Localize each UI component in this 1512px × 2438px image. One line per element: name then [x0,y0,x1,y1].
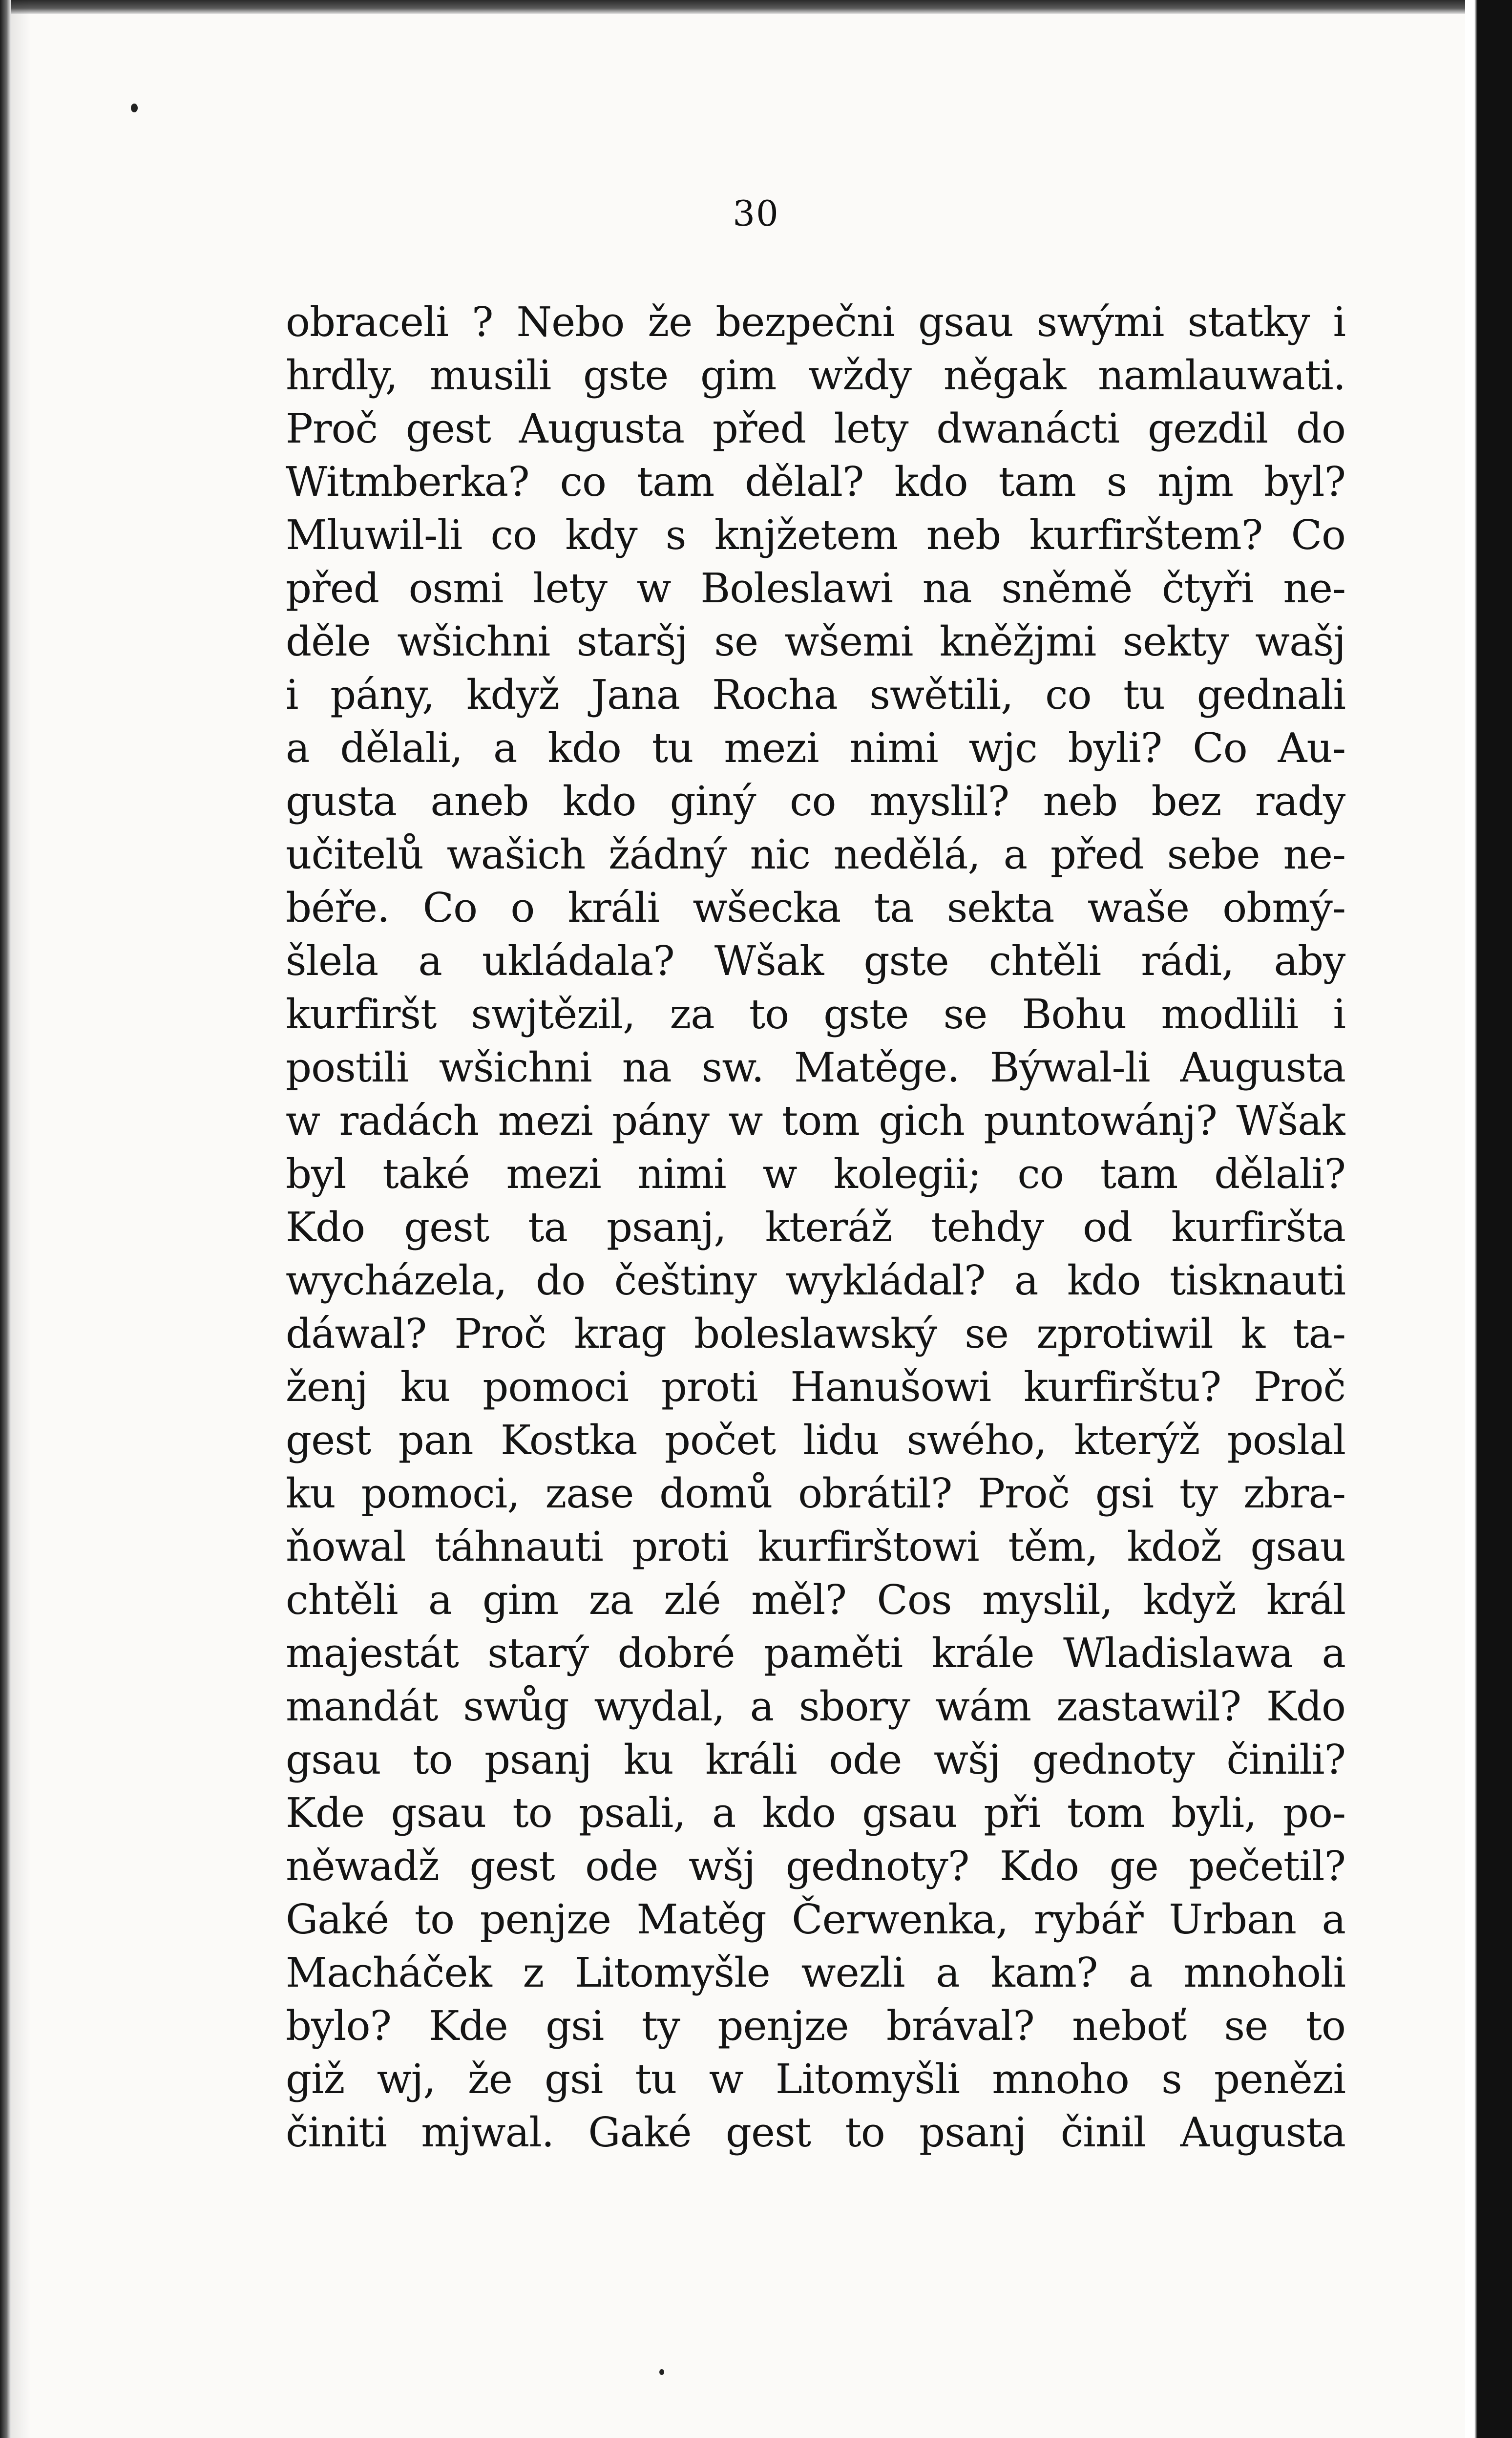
text-line: ku pomoci, zase domů obrátil? Proč gsi ty zbra- [286,1470,1345,1517]
scan-left-edge [0,0,11,2438]
text-line: Kde gsau to psali, a kdo gsau při tom byli, po- [286,1789,1345,1837]
text-line: mandát swůg wydal, a sbory wám zastawil? Kdo [286,1683,1345,1730]
text-line: děle wšichni staršj se wšemi kněžjmi sekty wašj [286,618,1345,665]
text-line: gsau to psanj ku králi ode wšj gednoty činili? [286,1736,1345,1783]
text-line: gest pan Kostka počet lidu swého, kterýž poslal [286,1417,1345,1464]
text-line: Kdo gest ta psanj, kteráž tehdy od kurfiršta [286,1204,1345,1251]
text-line: před osmi lety w Boleslawi na sněmě čtyři ne- [286,565,1345,612]
body-text [286,296,1345,2159]
text-line: činiti mjwal. Gaké gest to psanj činil Augusta [286,2109,1345,2156]
text-line: a dělali, a kdo tu mezi nimi wjc byli? Co Au- [286,724,1345,772]
text-line: něwadž gest ode wšj gednoty? Kdo ge pečetil? [286,1843,1345,1890]
text-line: Gaké to penjze Matěg Čerwenka, rybář Urban a [286,1896,1345,1943]
text-line: Proč gest Augusta před lety dwanácti gezdil do [286,405,1345,452]
text-line: kurfiršt swjtězil, za to gste se Bohu modlili i [286,991,1345,1038]
text-line: Witmberka? co tam dělal? kdo tam s njm byl? [286,458,1345,506]
speck-mark [131,104,138,112]
text-line: obraceli ? Nebo že bezpečni gsau swými statky i [286,298,1345,346]
text-line: giž wj, že gsi tu w Litomyšli mnoho s penězi [286,2056,1345,2103]
gutter-shadow [11,0,30,2438]
text-line: dáwal? Proč krag boleslawský se zprotiwil k ta- [286,1310,1345,1357]
text-line: majestát starý dobré paměti krále Wladislawa a [286,1630,1345,1677]
speck-mark [659,2369,664,2375]
text-line: bylo? Kde gsi ty penjze brával? neboť se to [286,2002,1345,2050]
text-line: hrdly, musili gste gim wždy něgak namlauwati. [286,352,1345,399]
text-line: učitelů wašich žádný nic nedělá, a před sebe ne- [286,831,1345,878]
scan-top-edge [0,0,1512,14]
text-line: ňowal táhnauti proti kurfirštowi těm, kdož gsau [286,1523,1345,1570]
text-line: postili wšichni na sw. Matěge. Býwal-li Augusta [286,1044,1345,1091]
text-line: wycházela, do češtiny wykládal? a kdo tisknauti [286,1257,1345,1304]
text-line: béře. Co o králi wšecka ta sekta waše obmý- [286,884,1345,932]
text-line: ženj ku pomoci proti Hanušowi kurfirštu? Proč [286,1363,1345,1411]
text-line: byl také mezi nimi w kolegii; co tam dělali? [286,1150,1345,1198]
page-number: 30 [733,193,779,234]
scan-right-edge [1465,0,1512,2438]
text-line: w radách mezi pány w tom gich puntowánj? Wšak [286,1097,1345,1145]
text-line: gusta aneb kdo giný co myslil? neb bez rady [286,778,1345,825]
text-line: Macháček z Litomyšle wezli a kam? a mnoholi [286,1949,1345,1996]
text-line: Mluwil-li co kdy s knjžetem neb kurfirštem? Co [286,511,1345,559]
text-line: i pány, když Jana Rocha swětili, co tu gednali [286,671,1345,719]
text-line: chtěli a gim za zlé měl? Cos myslil, když král [286,1576,1345,1624]
text-line: šlela a ukládala? Wšak gste chtěli rádi, aby [286,937,1345,985]
